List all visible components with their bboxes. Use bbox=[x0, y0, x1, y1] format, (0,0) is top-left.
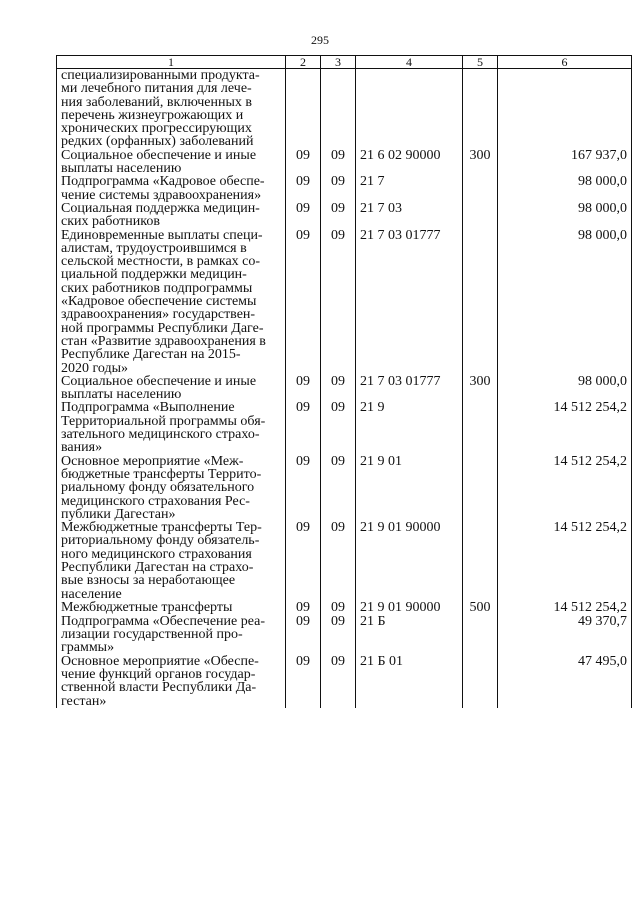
row-amount: 14 512 254,2 bbox=[498, 401, 632, 454]
row-amount: 98 000,0 bbox=[498, 175, 632, 202]
row-section-code: 09 bbox=[286, 175, 321, 202]
row-section-code: 09 bbox=[286, 149, 321, 176]
row-expense-type bbox=[463, 521, 498, 601]
table-row bbox=[57, 229, 632, 375]
row-amount: 14 512 254,2 bbox=[498, 521, 632, 601]
row-target-article: 21 9 01 90000 bbox=[356, 601, 463, 615]
row-section-code: 09 bbox=[286, 455, 321, 521]
header-col-2: 2 bbox=[286, 56, 321, 69]
row-subsection-code: 09 bbox=[321, 455, 356, 521]
row-section-code: 09 bbox=[286, 375, 321, 402]
row-subsection-code: 09 bbox=[321, 655, 356, 708]
row-amount: 14 512 254,2 bbox=[498, 601, 632, 615]
row-section-code: 09 bbox=[286, 202, 321, 229]
row-section-code: 09 bbox=[286, 521, 321, 601]
table-row bbox=[57, 202, 632, 229]
table-row bbox=[57, 615, 632, 655]
row-amount: 167 937,0 bbox=[498, 149, 632, 176]
row-name: Подпрограмма «Выполнение Территориальной программы обя- зательного медицинского страхо- вания» bbox=[57, 401, 286, 454]
row-name: Подпрограмма «Обеспечение реа- лизации государственной про- граммы» bbox=[57, 615, 286, 655]
row-section-code: 09 bbox=[286, 655, 321, 708]
table-row bbox=[57, 601, 632, 615]
row-subsection-code: 09 bbox=[321, 521, 356, 601]
row-name: Основное мероприятие «Обеспе- чение функций органов государ- ственной власти Республики Да- гестан» bbox=[57, 655, 286, 708]
row-expense-type bbox=[463, 175, 498, 202]
row-section-code: 09 bbox=[286, 229, 321, 375]
budget-table bbox=[56, 55, 632, 708]
row-name: Социальное обеспечение и иные выплаты населению bbox=[57, 375, 286, 402]
row-expense-type bbox=[463, 615, 498, 655]
row-subsection-code: 09 bbox=[321, 601, 356, 615]
row-name: Основное мероприятие «Меж- бюджетные трансферты Террито- риальному фонду обязательного медицинского страхования Рес- публики Дагестан» bbox=[57, 455, 286, 521]
row-target-article: 21 6 02 90000 bbox=[356, 149, 463, 176]
table-row bbox=[57, 149, 632, 176]
row-target-article: 21 7 bbox=[356, 175, 463, 202]
row-target-article: 21 9 01 bbox=[356, 455, 463, 521]
row-expense-type bbox=[463, 202, 498, 229]
row-name: Межбюджетные трансферты bbox=[57, 601, 286, 615]
table-row bbox=[57, 69, 632, 149]
row-section-code bbox=[286, 69, 321, 149]
row-expense-type bbox=[463, 401, 498, 454]
row-subsection-code: 09 bbox=[321, 615, 356, 655]
row-section-code: 09 bbox=[286, 615, 321, 655]
row-subsection-code bbox=[321, 69, 356, 149]
row-name: специализированными продукта- ми лечебного питания для лече- ния заболеваний, включенных в перечень жизнеугрожающих и хронических прогрессирующих редких (орфанных) заболеваний bbox=[57, 69, 286, 149]
row-expense-type bbox=[463, 229, 498, 375]
table-row bbox=[57, 455, 632, 521]
row-target-article: 21 Б 01 bbox=[356, 655, 463, 708]
header-row bbox=[57, 56, 632, 69]
page-number: 295 bbox=[311, 33, 329, 47]
header-col-6: 6 bbox=[498, 56, 632, 69]
row-amount bbox=[498, 69, 632, 149]
table-row bbox=[57, 521, 632, 601]
row-subsection-code: 09 bbox=[321, 229, 356, 375]
row-target-article: 21 7 03 bbox=[356, 202, 463, 229]
row-name: Социальное обеспечение и иные выплаты населению bbox=[57, 149, 286, 176]
header-col-4: 4 bbox=[356, 56, 463, 69]
row-expense-type: 500 bbox=[463, 601, 498, 615]
row-amount: 98 000,0 bbox=[498, 375, 632, 402]
header-col-1: 1 bbox=[57, 56, 286, 69]
row-subsection-code: 09 bbox=[321, 401, 356, 454]
row-amount: 98 000,0 bbox=[498, 229, 632, 375]
row-target-article: 21 Б bbox=[356, 615, 463, 655]
row-subsection-code: 09 bbox=[321, 375, 356, 402]
row-subsection-code: 09 bbox=[321, 149, 356, 176]
row-name: Социальная поддержка медицин- ских работников bbox=[57, 202, 286, 229]
row-expense-type: 300 bbox=[463, 375, 498, 402]
row-section-code: 09 bbox=[286, 401, 321, 454]
row-target-article: 21 7 03 01777 bbox=[356, 229, 463, 375]
row-expense-type bbox=[463, 69, 498, 149]
row-subsection-code: 09 bbox=[321, 175, 356, 202]
row-expense-type: 300 bbox=[463, 149, 498, 176]
row-target-article bbox=[356, 69, 463, 149]
row-target-article: 21 9 bbox=[356, 401, 463, 454]
row-target-article: 21 9 01 90000 bbox=[356, 521, 463, 601]
row-amount: 47 495,0 bbox=[498, 655, 632, 708]
table-row bbox=[57, 655, 632, 708]
row-amount: 49 370,7 bbox=[498, 615, 632, 655]
row-subsection-code: 09 bbox=[321, 202, 356, 229]
table-body bbox=[57, 69, 632, 708]
table-row bbox=[57, 375, 632, 402]
table-row bbox=[57, 401, 632, 454]
row-expense-type bbox=[463, 455, 498, 521]
row-amount: 14 512 254,2 bbox=[498, 455, 632, 521]
row-amount: 98 000,0 bbox=[498, 202, 632, 229]
row-target-article: 21 7 03 01777 bbox=[356, 375, 463, 402]
row-name: Единовременные выплаты специ- алистам, трудоустроившимся в сельской местности, в рамках со- циальной поддержки медицин- ских работников подпрограммы «Кадровое обеспечение системы здравоохранения» государствен- ной программы Республики Даге- стан «Развитие здравоохранения в Республике Дагестан на 2015- 2020 годы» bbox=[57, 229, 286, 375]
table-row bbox=[57, 175, 632, 202]
row-name: Подпрограмма «Кадровое обеспе- чение системы здравоохранения» bbox=[57, 175, 286, 202]
row-name: Межбюджетные трансферты Тер- риториальному фонду обязатель- ного медицинского страхования Республики Дагестан на страхо- вые взносы за неработающее население bbox=[57, 521, 286, 601]
row-section-code: 09 bbox=[286, 601, 321, 615]
header-col-3: 3 bbox=[321, 56, 356, 69]
row-expense-type bbox=[463, 655, 498, 708]
header-col-5: 5 bbox=[463, 56, 498, 69]
